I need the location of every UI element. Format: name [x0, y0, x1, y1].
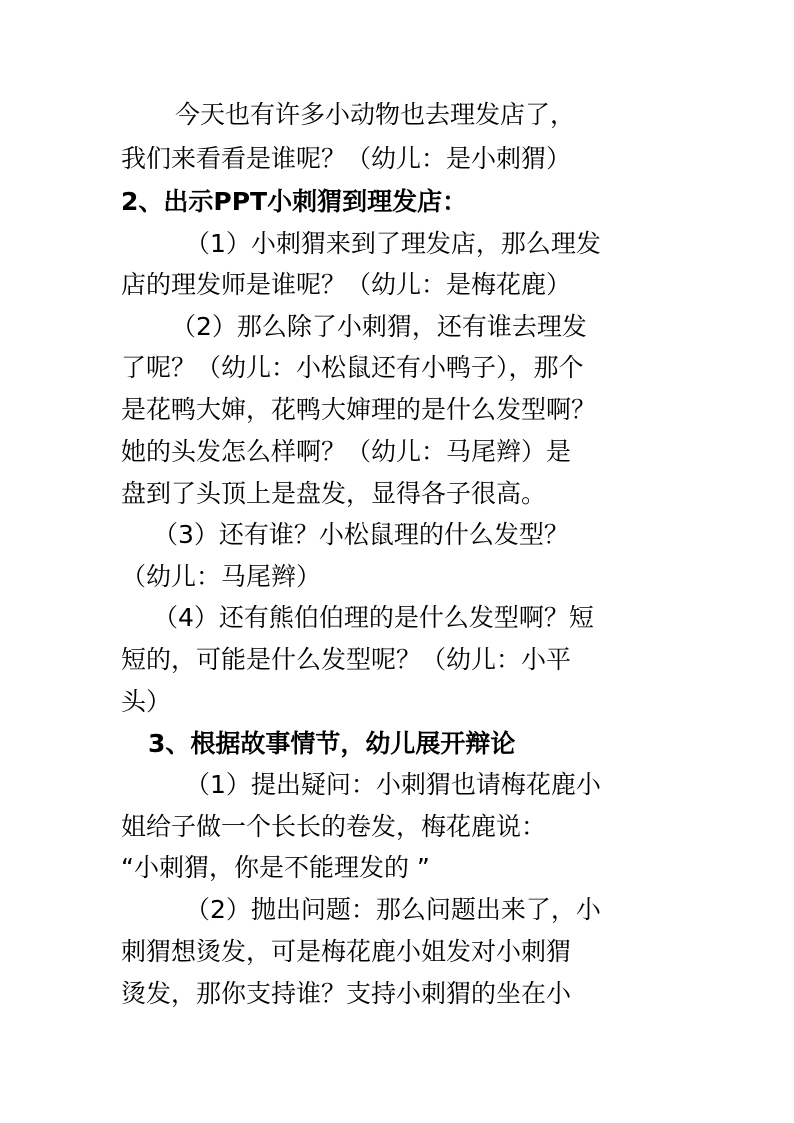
- text-line: （4）还有熊伯伯理的是什么发型啊？短: [153, 603, 594, 632]
- text-line: 店的理发师是谁呢？（幼儿：是梅花鹿）: [121, 270, 572, 299]
- text-line: 今天也有许多小动物也去理发店了，: [175, 100, 576, 129]
- text-line: 短的，可能是什么发型呢？（幼儿：小平: [121, 645, 572, 674]
- text-line: （1）提出疑问：小刺猬也请梅花鹿小: [185, 770, 601, 799]
- text-line: （2）那么除了小刺猬，还有谁去理发: [171, 312, 587, 341]
- text-line: 刺猬想烫发，可是梅花鹿小姐发对小刺猬: [121, 937, 572, 966]
- text-line: 烫发，那你支持谁？支持小刺猬的坐在小: [121, 979, 572, 1008]
- text-line: 她的头发怎么样啊？（幼儿：马尾辫）是: [121, 437, 572, 466]
- text-line: 我们来看看是谁呢？（幼儿：是小刺猬）: [121, 144, 572, 173]
- text-line: “小刺猬，你是不能理发的 ”: [121, 853, 430, 882]
- text-line: 了呢？（幼儿：小松鼠还有小鸭子），那个: [121, 353, 584, 382]
- text-line: 头）: [121, 687, 172, 716]
- text-line: 盘到了头顶上是盘发，显得各子很高。: [121, 479, 547, 508]
- text-line: （幼儿：马尾辫）: [121, 562, 322, 591]
- text-line: （1）小刺猬来到了理发店，那么理发: [185, 229, 601, 258]
- text-line: 姐给子做一个长长的卷发，梅花鹿说：: [121, 812, 547, 841]
- text-line: （3）还有谁？小松鼠理的什么发型？: [153, 520, 569, 549]
- section-heading: 2、出示PPT小刺猬到理发店：: [121, 187, 468, 216]
- text-line: 是花鸭大婶，花鸭大婶理的是什么发型啊？: [121, 395, 597, 424]
- section-heading: 3、根据故事情节，幼儿展开辩论: [148, 729, 516, 758]
- text-line: （2）抛出问题：那么问题出来了，小: [185, 895, 601, 924]
